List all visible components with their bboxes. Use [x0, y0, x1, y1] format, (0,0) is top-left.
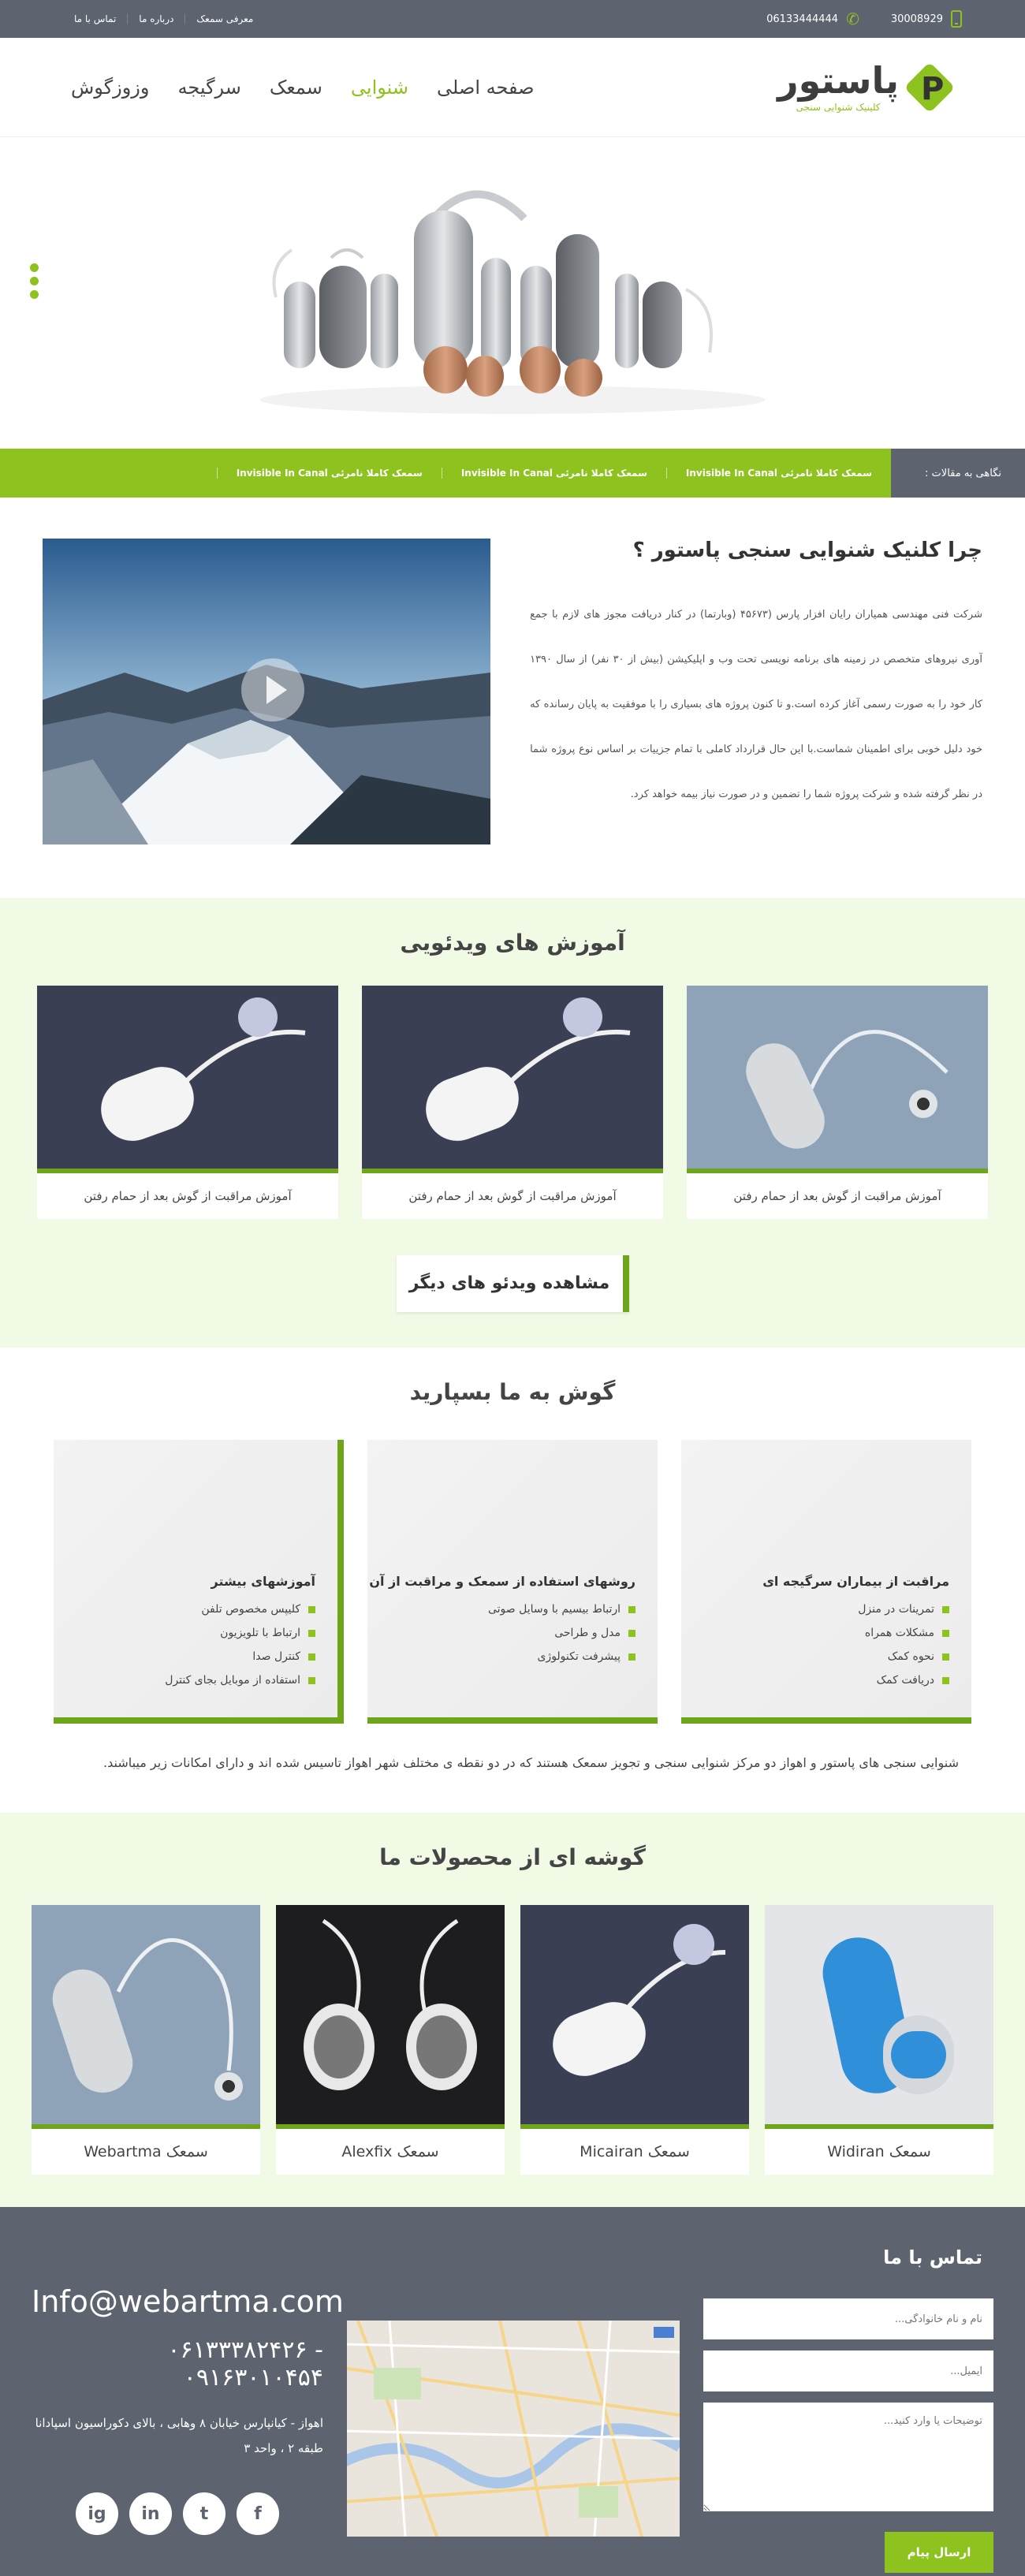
card-title: مراقبت از بیماران سرگیجه ای — [762, 1574, 949, 1589]
hearing-aid-video-thumb — [362, 986, 663, 1169]
social-links — [32, 2492, 323, 2535]
hearing-aid-video-thumb — [37, 986, 338, 1169]
card-item[interactable]: پیشرفت تکنولوژی — [369, 1650, 636, 1663]
why-body: شرکت فنی مهندسی همیاران رایان افزار پارس (۴۵۶۷۳ (وبارتما) در کنار دریافت مجوز های لازم با جمع آوری نیروهای متخصص در زمینه های برنامه نویسی تحت وب و اپلیکیشن (بیش از ۳۰ نفر) از سال ۱۳۹۰ کار خود را به صورت رسمی آغاز کرده است.و تا کنون پروژه های بسیاری را با موفقیت به پایان رسانده که خود دلیل خوبی برای اطمینان شماست.با این حال قرارداد کاملی با تمام جزییات بر اساس نوع پروژه شما در نظر گرفته شده و شرکت پروژه شما را تضمین و در صورت نیاز بیمه خواهد کرد. — [530, 609, 982, 800]
card-item[interactable]: مشکلات همراه — [762, 1627, 949, 1639]
product-image — [765, 1905, 993, 2124]
linkedin-icon[interactable]: in — [129, 2492, 172, 2535]
top-link-about[interactable]: درباره ما — [127, 13, 184, 24]
slider-dots[interactable] — [30, 263, 39, 299]
product-image — [32, 1905, 260, 2124]
top-bar — [0, 0, 1025, 38]
address-line: اهواز - کیانپارس خیابان ۸ وهابی ، بالای دکوراسیون اسپادانا — [35, 2416, 323, 2430]
contact-email[interactable]: Info@webartma.com — [32, 2284, 344, 2319]
video-card[interactable] — [687, 986, 988, 1219]
info-card[interactable] — [681, 1440, 971, 1724]
site-header — [0, 38, 1025, 137]
product-image — [276, 1905, 505, 2124]
ticker-item[interactable]: سمعک کاملا نامرئی Invisible In Canal — [442, 468, 666, 479]
top-link-hearing-aid[interactable]: معرفی سمعک — [184, 13, 264, 24]
contact-info — [32, 2239, 344, 2576]
video-tutorials-section — [0, 898, 1025, 1348]
video-caption: آموزش مراقبت از گوش بعد از حمام رفتن — [687, 1173, 988, 1219]
ticker-item[interactable]: سمعک کاملا نامرئی Invisible In Canal — [666, 468, 891, 479]
video-card[interactable] — [362, 986, 663, 1219]
play-icon[interactable] — [241, 658, 304, 721]
sms-number: 30008929 — [890, 13, 943, 25]
product-image — [520, 1905, 749, 2124]
logo[interactable] — [777, 58, 954, 113]
twitter-icon[interactable]: t — [183, 2492, 226, 2535]
product-name: سمعک Webartma — [32, 2129, 260, 2175]
main-nav — [71, 76, 535, 99]
address-line: طبقه ۲ ، واحد ۳ — [244, 2441, 323, 2455]
why-section — [0, 498, 1025, 898]
nav-hearing-aid[interactable]: سمعک — [269, 76, 322, 99]
videos-title: آموزش های ویدئویی — [400, 930, 625, 956]
card-item[interactable]: کلیپس مخصوص تلفن — [165, 1603, 315, 1616]
intro-video[interactable] — [43, 539, 490, 844]
info-card[interactable] — [367, 1440, 658, 1724]
articles-ticker — [0, 449, 1025, 498]
name-field[interactable] — [703, 2298, 993, 2339]
card-item[interactable]: استفاده از موبایل بجای کنترل — [165, 1674, 315, 1687]
footer — [0, 2207, 1025, 2576]
nav-vertigo[interactable]: سرگیجه — [177, 76, 241, 99]
video-caption: آموزش مراقبت از گوش بعد از حمام رفتن — [362, 1173, 663, 1219]
product-name: سمعک Alexfix — [276, 2129, 505, 2175]
top-links — [63, 13, 264, 24]
ticker-label: نگاهی به مقالات : — [891, 449, 1025, 498]
top-link-contact[interactable]: تماس با ما — [74, 13, 117, 24]
card-item[interactable]: ارتباط بیسیم با وسایل صوتی — [369, 1603, 636, 1616]
product-card[interactable] — [276, 1905, 505, 2175]
listen-title: گوش به ما بسپارید — [409, 1379, 616, 1405]
phone-number: 06133444444 — [766, 13, 839, 25]
video-caption: آموزش مراقبت از گوش بعد از حمام رفتن — [37, 1173, 338, 1219]
listen-section — [0, 1348, 1025, 1813]
card-item[interactable]: دریافت کمک — [762, 1674, 949, 1687]
product-name: سمعک Widiran — [765, 2129, 993, 2175]
facebook-icon[interactable]: f — [237, 2492, 279, 2535]
why-title: چرا کلنیک شنوایی سنجی پاستور ؟ — [632, 539, 982, 562]
nav-hearing[interactable]: شنوایی — [350, 76, 409, 99]
card-item[interactable]: تمرینات در منزل — [762, 1603, 949, 1616]
send-button[interactable]: ارسال پیام — [885, 2532, 993, 2573]
mobile-icon — [951, 10, 962, 28]
logo-name: پاستور — [777, 58, 899, 102]
card-item[interactable]: مدل و طراحی — [369, 1627, 636, 1639]
contact-phones: ۰۶۱۳۳۳۸۲۴۲۶ - ۰۹۱۶۳۰۱۰۴۵۴ — [167, 2336, 323, 2391]
nav-home[interactable]: صفحه اصلی — [437, 76, 535, 99]
more-videos-button[interactable]: مشاهده ویدئو های دیگر — [397, 1255, 629, 1312]
phone-icon: ✆ — [846, 9, 859, 28]
info-card[interactable] — [54, 1440, 344, 1724]
message-field[interactable] — [703, 2403, 993, 2511]
product-card[interactable] — [765, 1905, 993, 2175]
footer-title: تماس با ما — [883, 2246, 982, 2268]
listen-note: شنوایی سنجی های پاستور و اهواز دو مرکز شنوایی سنجی و تجویز سمعک هستند که در دو نقطه ی مختلف شهر اهواز تاسیس شده اند و دارای امکانات زیر میباشند. — [103, 1755, 959, 1770]
hearing-aids-image — [244, 163, 781, 423]
email-field[interactable] — [703, 2350, 993, 2391]
ticker-item[interactable]: سمعک کاملا نامرئی Invisible In Canal — [217, 468, 442, 479]
top-contacts — [766, 9, 962, 28]
card-title: روشهای استفاده از سمعک و مراقبت از آن — [369, 1574, 636, 1589]
logo-subtitle: کلینیک شنوایی سنجی — [796, 101, 881, 113]
phone-contact — [766, 9, 859, 28]
product-name: سمعک Micairan — [520, 2129, 749, 2175]
products-section — [0, 1813, 1025, 2207]
nav-tinnitus[interactable]: وزوزگوش — [71, 76, 150, 99]
products-title: گوشه ای از محصولات ما — [379, 1844, 646, 1870]
sms-contact — [891, 10, 962, 28]
logo-icon: P — [905, 63, 954, 112]
hearing-aid-video-thumb — [687, 986, 988, 1169]
product-card[interactable] — [32, 1905, 260, 2175]
location-map[interactable] — [347, 2321, 680, 2537]
card-item[interactable]: ارتباط با تلویزیون — [165, 1627, 315, 1639]
card-item[interactable]: کنترل صدا — [165, 1650, 315, 1663]
product-card[interactable] — [520, 1905, 749, 2175]
video-card[interactable] — [37, 986, 338, 1219]
instagram-icon[interactable]: ig — [76, 2492, 118, 2535]
card-title: آموزشهای بیشتر — [211, 1574, 315, 1589]
hero-slider — [0, 137, 1025, 449]
map-image — [347, 2321, 680, 2537]
card-item[interactable]: نحوه کمک — [762, 1650, 949, 1663]
contact-form — [703, 2239, 993, 2576]
